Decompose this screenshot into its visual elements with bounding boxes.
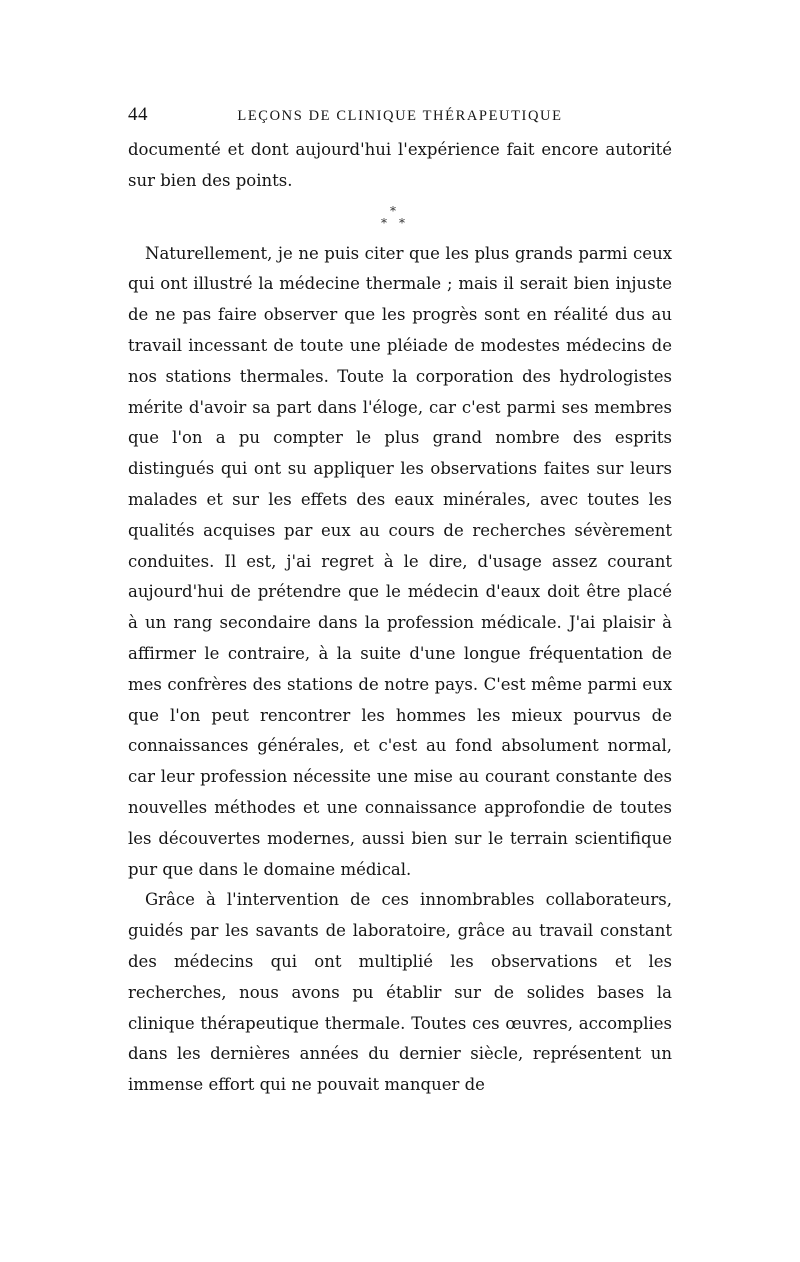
asterism-separator xyxy=(128,193,672,239)
running-header xyxy=(128,104,672,132)
paragraph-continuation: documenté et dont aujourd'hui l'expérience fait encore autorité sur bien des points. xyxy=(128,140,672,190)
asterism-star-right: * xyxy=(399,215,405,230)
paragraph-collaborators: Grâce à l'intervention de ces innombrables collaborateurs, guidés par les savants de laboratoire, grâce au travail constant des médecins qui ont multiplié les observations et les recherches, nous avons pu établir sur de solides bases la clinique thérapeutique thermale. Toutes ces œuvres, accomplies dans les dernières années du dernier siècle, représentent un immense effort qui ne pouvait manquer de xyxy=(128,890,672,1095)
asterism-star-top: * xyxy=(390,203,396,218)
page-number: 44 xyxy=(128,104,148,125)
running-title: LEÇONS DE CLINIQUE THÉRAPEUTIQUE xyxy=(237,108,563,124)
book-page xyxy=(128,104,672,1101)
paragraph-hydrologists: Naturellement, je ne puis citer que les plus grands parmi ceux qui ont illustré la médecine thermale ; mais il serait bien injuste de ne pas faire observer que les progrès sont en réalité dus au travail incessant de toute une pléiade de modestes médecins de nos stations thermales. Toute la corporation des hydrologistes mérite d'avoir sa part dans l'éloge, car c'est parmi ses membres que l'on a pu compter le plus grand nombre des esprits distingués qui ont su appliquer les observations faites sur leurs malades et sur les effets des eaux minérales, avec toutes les qualités acquises par eux au cours de recherches sévèrement conduites. Il est, j'ai regret à le dire, d'usage assez courant aujourd'hui de prétendre que le médecin d'eaux doit être placé à un rang secondaire dans la profession médicale. J'ai plaisir à affirmer le contraire, à la suite d'une longue fréquentation de mes confrères des stations de notre pays. C'est même parmi eux que l'on peut rencontrer les hommes les mieux pourvus de connaissances générales, et c'est au fond absolument normal, car leur profession nécessite une mise au courant constante des nouvelles méthodes et une connaissance approfondie de toutes les découvertes modernes, aussi bien sur le terrain scientifique pur que dans le domaine médical. xyxy=(128,243,672,879)
asterism-star-left: * xyxy=(381,215,387,230)
